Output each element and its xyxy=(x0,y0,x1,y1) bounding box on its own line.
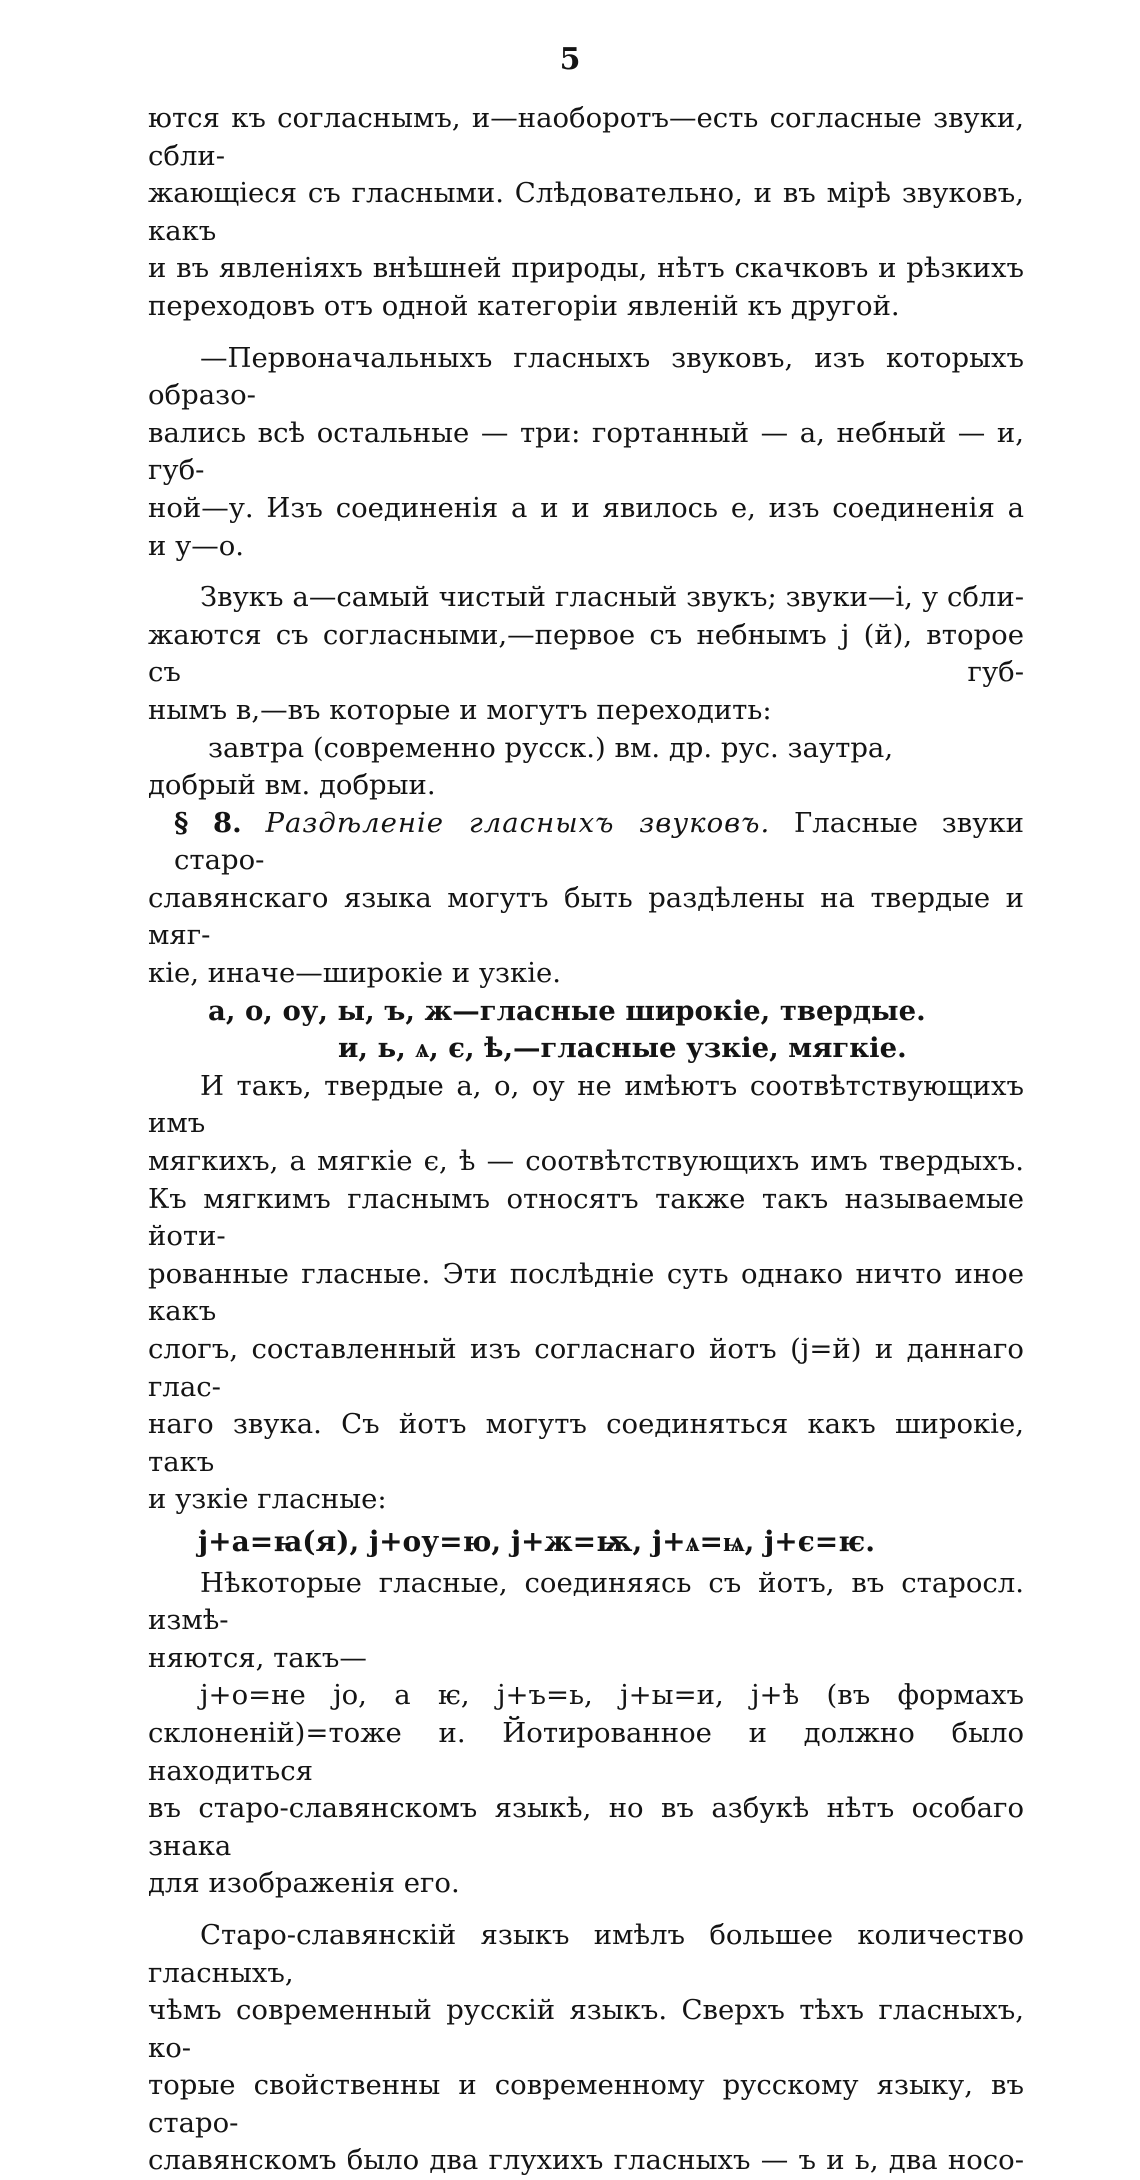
text-line: чѣмъ современный русскій языкъ. Сверхъ тѣхъ гласныхъ, ко- xyxy=(148,1994,1024,2064)
text-line: рованные гласные. Эти послѣдніе суть однако ничто иное какъ xyxy=(148,1257,1024,1328)
section-title: Раздѣленіе гласныхъ звуковъ. xyxy=(265,806,771,839)
text-line: въ старо-славянскомъ языкѣ, но въ азбукѣ нѣтъ особаго знака xyxy=(148,1792,1024,1862)
text-line: и узкіе гласные: xyxy=(148,1483,387,1516)
text-line: —Первоначальныхъ гласныхъ звуковъ, изъ которыхъ образо- xyxy=(148,341,1024,412)
text-line: Къ мягкимъ гласнымъ относятъ также такъ называемые йоти- xyxy=(148,1182,1024,1253)
text-line: торые свойственны и современному русскому языку, въ старо- xyxy=(148,2069,1024,2139)
text-line: славянскомъ было два глухихъ гласныхъ — ъ и ь, два носо- xyxy=(148,2144,1024,2177)
text-line: Звукъ а—самый чистый гласный звукъ; звуки—і, у сбли- xyxy=(200,581,1024,614)
section-text: Гласные звуки старо- xyxy=(174,806,1024,877)
text-line: и въ явленіяхъ внѣшней природы, нѣтъ скачковъ и рѣзкихъ xyxy=(148,252,1024,285)
iotation-formula: j+а=ꙗ(я), j+оу=ю, j+ж=ѭ, j+ѧ=ѩ, j+є=ѥ. xyxy=(198,1524,875,1558)
text-line: переходовъ отъ одной категоріи явленій къ другой. xyxy=(148,289,900,322)
text-line: Старо-славянскій языкъ имѣлъ большее количество гласныхъ, xyxy=(148,1918,1024,1989)
example-line: завтра (современно русск.) вм. др. рус. заутра, xyxy=(208,731,894,764)
text-line: кіе, иначе—широкіе и узкіе. xyxy=(148,957,562,990)
text-line: наго звука. Съ йотъ могутъ соединяться какъ широкіе, такъ xyxy=(148,1408,1024,1478)
text-body xyxy=(148,100,1024,2180)
text-line: ются къ согласнымъ, и—наоборотъ—есть согласные звуки, сбли- xyxy=(148,102,1024,172)
text-line: Нѣкоторые гласные, соединяясь съ йотъ, въ старосл. измѣ- xyxy=(148,1566,1024,1637)
section-number: § 8. xyxy=(174,806,242,839)
text-line: няются, такъ— xyxy=(148,1641,367,1674)
section-heading-line xyxy=(174,805,1024,880)
text-line: ной—у. Изъ соединенія а и и явилось е, изъ соединенія а xyxy=(148,491,1024,524)
text-line: и у—о. xyxy=(148,529,245,562)
text-line: И такъ, твердые а, о, оу не имѣютъ соотвѣтствующихъ имъ xyxy=(148,1069,1024,1140)
text-line: славянскаго языка могутъ быть раздѣлены на твердые и мяг- xyxy=(148,881,1024,952)
page-number: 5 xyxy=(559,42,581,77)
text-line: j+о=не jo, а ѥ, j+ъ=ь, j+ы=и, j+ѣ (въ формахъ xyxy=(200,1679,1024,1712)
vowel-row-hard: а, о, оу, ы, ъ, ж—гласные широкіе, твердые. xyxy=(208,994,926,1027)
text-line: для изображенія его. xyxy=(148,1867,460,1900)
text-line: вались всѣ остальные — три: гортанный — а, небный — и, губ- xyxy=(148,416,1024,487)
vowel-row-soft: и, ь, ѧ, є, ѣ,—гласные узкіе, мягкіе. xyxy=(338,1032,907,1065)
text-line: слогъ, составленный изъ согласнаго йотъ (j=й) и даннаго глас- xyxy=(148,1333,1024,1403)
example-line: добрый вм. добрыи. xyxy=(148,769,436,802)
text-line: склоненій)=тоже и. Йотированное и должно было находиться xyxy=(148,1716,1024,1787)
text-line: нымъ в,—въ которые и могутъ переходить: xyxy=(148,693,772,726)
text-line: жаются съ согласными,—первое съ небнымъ j (й), второе съ губ- xyxy=(148,618,1024,689)
text-line: жающіеся съ гласными. Слѣдовательно, и въ мірѣ звуковъ, какъ xyxy=(148,177,1024,247)
text-line: мягкихъ, а мягкіе є, ѣ — соотвѣтствующихъ имъ твердыхъ. xyxy=(148,1145,1024,1178)
